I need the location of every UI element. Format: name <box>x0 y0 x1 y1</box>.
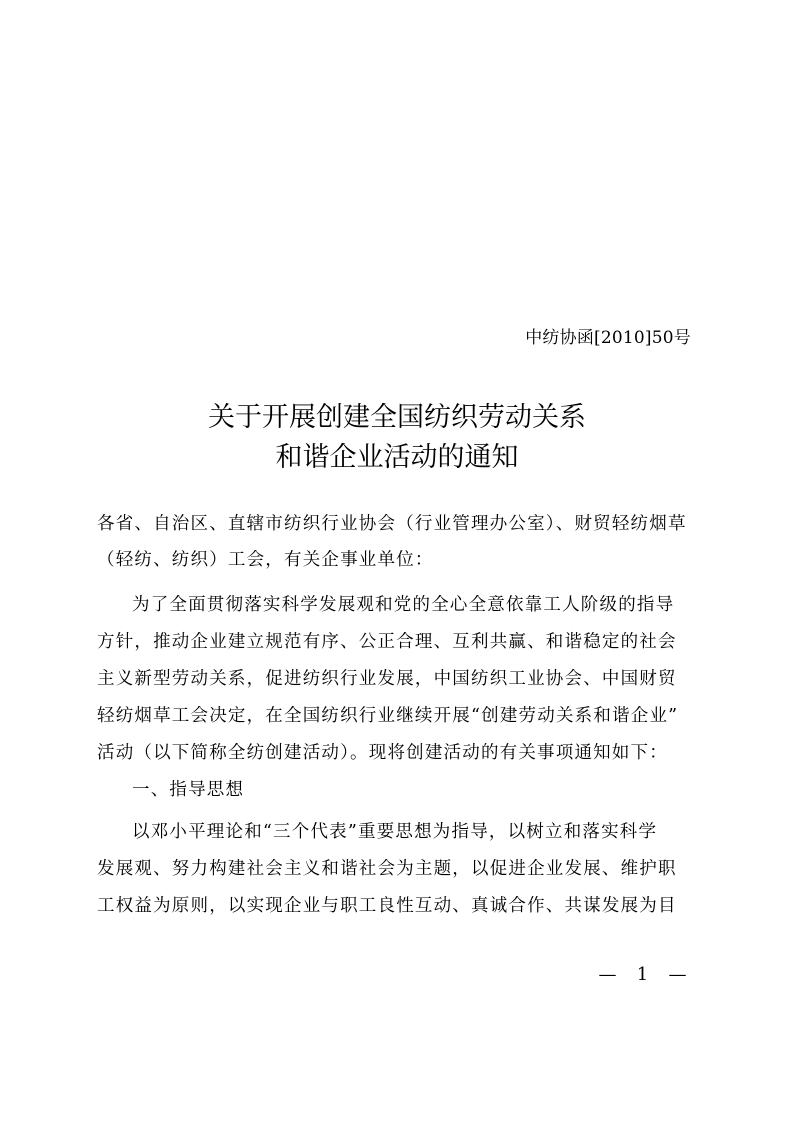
page-number <box>595 962 691 988</box>
body-line: 方针，推动企业建立规范有序、公正合理、互利共赢、和谐稳定的社会 <box>97 632 677 652</box>
page-number-dash-right: — <box>668 964 688 985</box>
body-line: 为了全面贯彻落实科学发展观和党的全心全意依靠工人阶级的指导 <box>132 595 675 615</box>
document-number: 中纺协函[2010]50号 <box>525 328 691 348</box>
page-number-dash-left: — <box>598 964 618 985</box>
body-line: 主义新型劳动关系，促进纺织行业发展，中国纺织工业协会、中国财贸 <box>97 669 677 689</box>
body-line: 轻纺烟草工会决定，在全国纺织行业继续开展“创建劳动关系和谐企业” <box>97 706 679 726</box>
section-heading: 一、指导思想 <box>132 780 245 800</box>
body-line: 以邓小平理论和“三个代表”重要思想为指导，以树立和落实科学 <box>132 822 658 842</box>
body-line: 工权益为原则，以实现企业与职工良性互动、真诚合作、共谋发展为目 <box>97 896 677 916</box>
document-body-continued <box>97 890 697 926</box>
document-title-line-2: 和谐企业活动的通知 <box>275 442 519 473</box>
body-line: （轻纺、纺织）工会，有关企事业单位： <box>97 550 434 570</box>
document-body <box>97 508 697 908</box>
document-title-line-1: 关于开展创建全国纺织劳动关系 <box>208 402 586 433</box>
body-line: 各省、自治区、直辖市纺织行业协会（行业管理办公室）、财贸轻纺烟草 <box>97 514 687 534</box>
body-line: 发展观、努力构建社会主义和谐社会为主题，以促进企业发展、维护职 <box>97 859 677 879</box>
body-line: 活动（以下简称全纺创建活动）。现将创建活动的有关事项通知如下： <box>97 743 668 763</box>
page-number-value: 1 <box>636 964 650 985</box>
